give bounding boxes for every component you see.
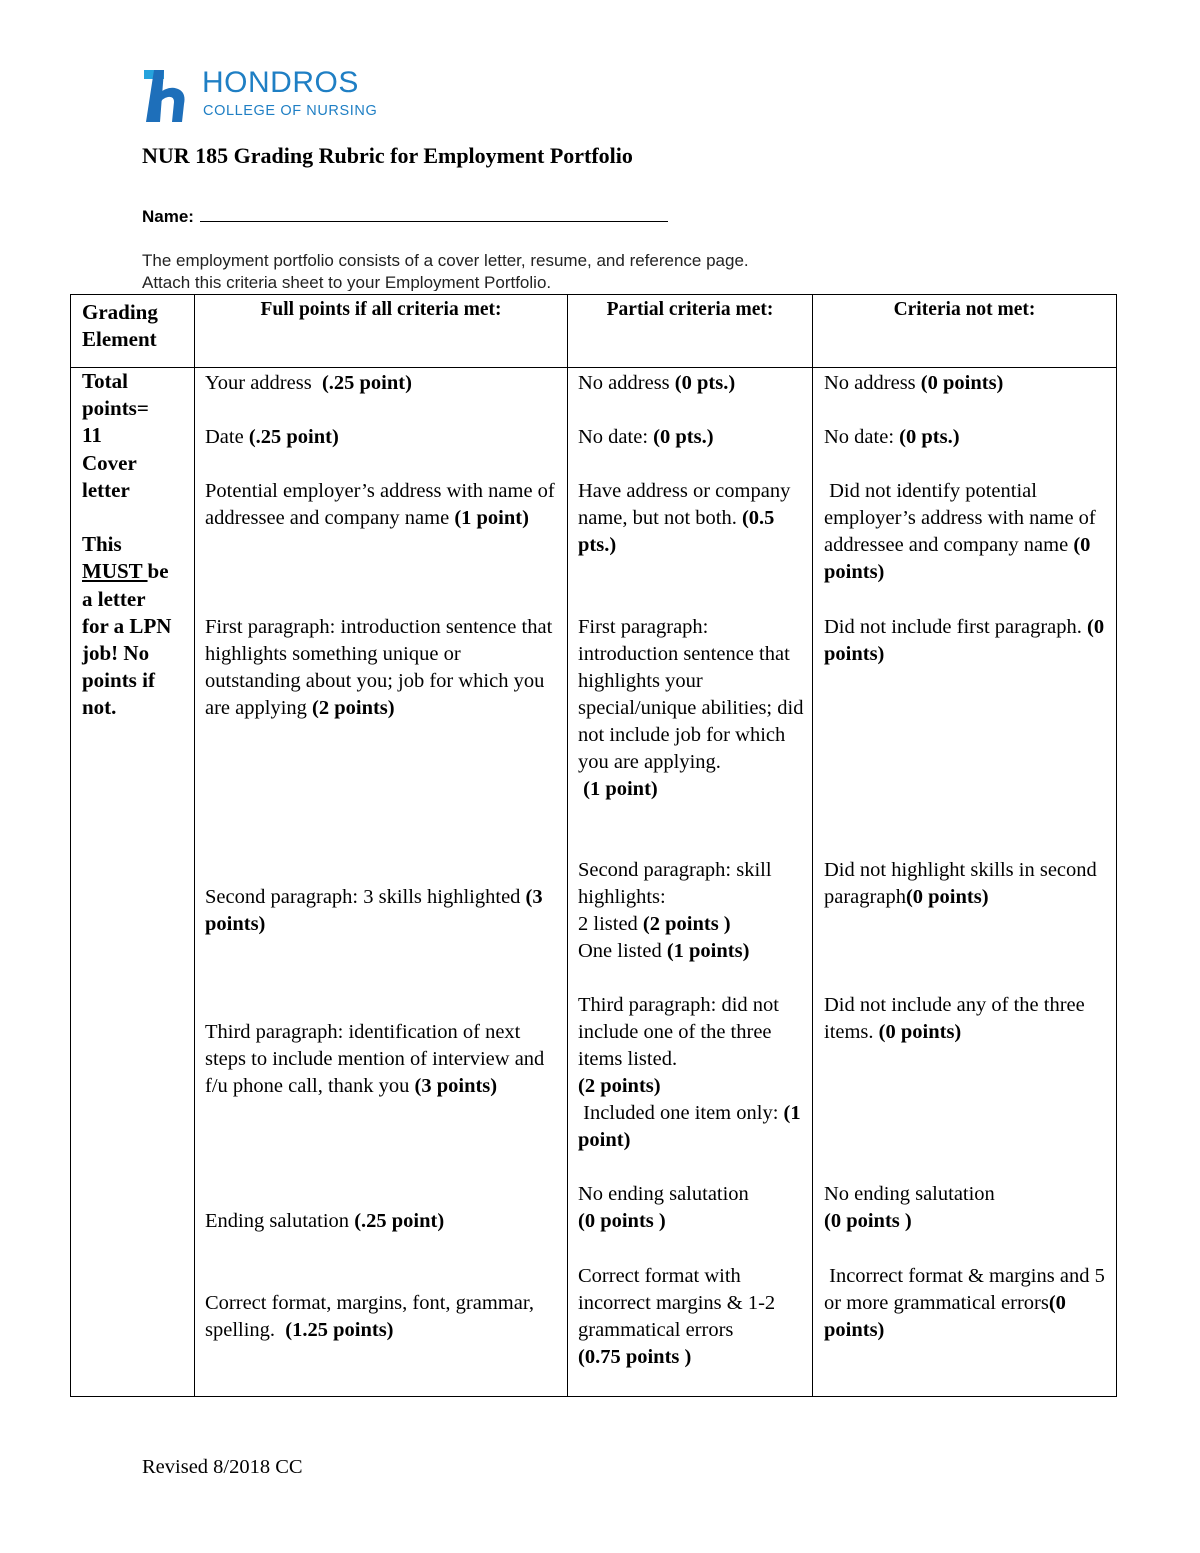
grading-element-cell xyxy=(71,368,195,1397)
not-met-item: Did not highlight skills in second paragraph(0 points) xyxy=(824,859,1097,908)
revision-footer: Revised 8/2018 CC xyxy=(142,1456,303,1478)
partial-cell xyxy=(568,368,813,1397)
partial-item: First paragraph: introduction sentence that highlights your special/unique abilities; did not include job for which you are applying. (1 point) xyxy=(578,616,804,800)
grading-element-text: Total points= 11 Cover letter This MUST be a letter for a LPN job! No points if not. xyxy=(82,369,172,720)
name-field-row xyxy=(142,205,668,227)
full-item: Second paragraph: 3 skills highlighted (3 points) xyxy=(205,886,543,935)
full-item: Third paragraph: identification of next steps to include mention of interview and f/u phone call, thank you (3 points) xyxy=(205,1021,545,1097)
not-met-item: No ending salutation (0 points ) xyxy=(824,1183,995,1232)
partial-item: Third paragraph: did not include one of the three items listed. (2 points) Included one item only: (1 point) xyxy=(578,994,801,1151)
not-met-item: Did not include any of the three items. (0 points) xyxy=(824,994,1085,1043)
partial-item: Second paragraph: skill highlights: 2 listed (2 points ) One listed (1 points) xyxy=(578,859,772,962)
page-title: NUR 185 Grading Rubric for Employment Portfolio xyxy=(142,143,633,168)
not-met-item: Did not include first paragraph. (0 points) xyxy=(824,616,1105,665)
table-header-row xyxy=(71,295,1117,368)
header-not-met: Criteria not met: xyxy=(813,295,1117,368)
not-met-item: No date: (0 pts.) xyxy=(824,426,960,448)
logo-name: HONDROS xyxy=(202,66,359,99)
full-item: Date (.25 point) xyxy=(205,426,339,448)
intro-line-1: The employment portfolio consists of a cover letter, resume, and reference page. xyxy=(142,251,749,270)
intro-line-2: Attach this criteria sheet to your Employment Portfolio. xyxy=(142,273,552,291)
full-item: Your address (.25 point) xyxy=(205,372,412,394)
full-item: Ending salutation (.25 point) xyxy=(205,1210,445,1232)
name-blank-line[interactable] xyxy=(200,205,668,222)
full-item: First paragraph: introduction sentence that highlights something unique or outstanding about you; job for which you are applying (2 points) xyxy=(205,616,553,719)
not-met-item: Incorrect format & margins and 5 or more grammatical errors(0 points) xyxy=(824,1265,1105,1341)
partial-item: No ending salutation (0 points ) xyxy=(578,1183,749,1232)
must-emphasis: MUST be xyxy=(82,559,169,584)
college-logo xyxy=(142,66,392,126)
full-item: Potential employer’s address with name of addressee and company name (1 point) xyxy=(205,480,555,529)
full-item: Correct format, margins, font, grammar, spelling. (1.25 points) xyxy=(205,1292,534,1341)
partial-item: Correct format with incorrect margins & 1-2 grammatical errors (0.75 points ) xyxy=(578,1265,776,1368)
table-row xyxy=(71,368,1117,1397)
partial-item: No address (0 pts.) xyxy=(578,372,736,394)
header-full-points: Full points if all criteria met: xyxy=(195,295,568,368)
not-met-item: No address (0 points) xyxy=(824,372,1004,394)
logo-h-mark-icon xyxy=(142,70,190,122)
header-grading-element: Grading Element xyxy=(71,295,195,368)
not-met-item: Did not identify potential employer’s address with name of addressee and company name (0 points) xyxy=(824,480,1096,583)
logo-subtitle: COLLEGE OF NURSING xyxy=(203,103,378,119)
partial-item: Have address or company name, but not both. (0.5 pts.) xyxy=(578,480,791,556)
header-partial: Partial criteria met: xyxy=(568,295,813,368)
partial-item: No date: (0 pts.) xyxy=(578,426,714,448)
full-points-cell xyxy=(195,368,568,1397)
rubric-table xyxy=(70,294,1117,1397)
name-label: Name: xyxy=(142,207,194,226)
not-met-cell xyxy=(813,368,1117,1397)
